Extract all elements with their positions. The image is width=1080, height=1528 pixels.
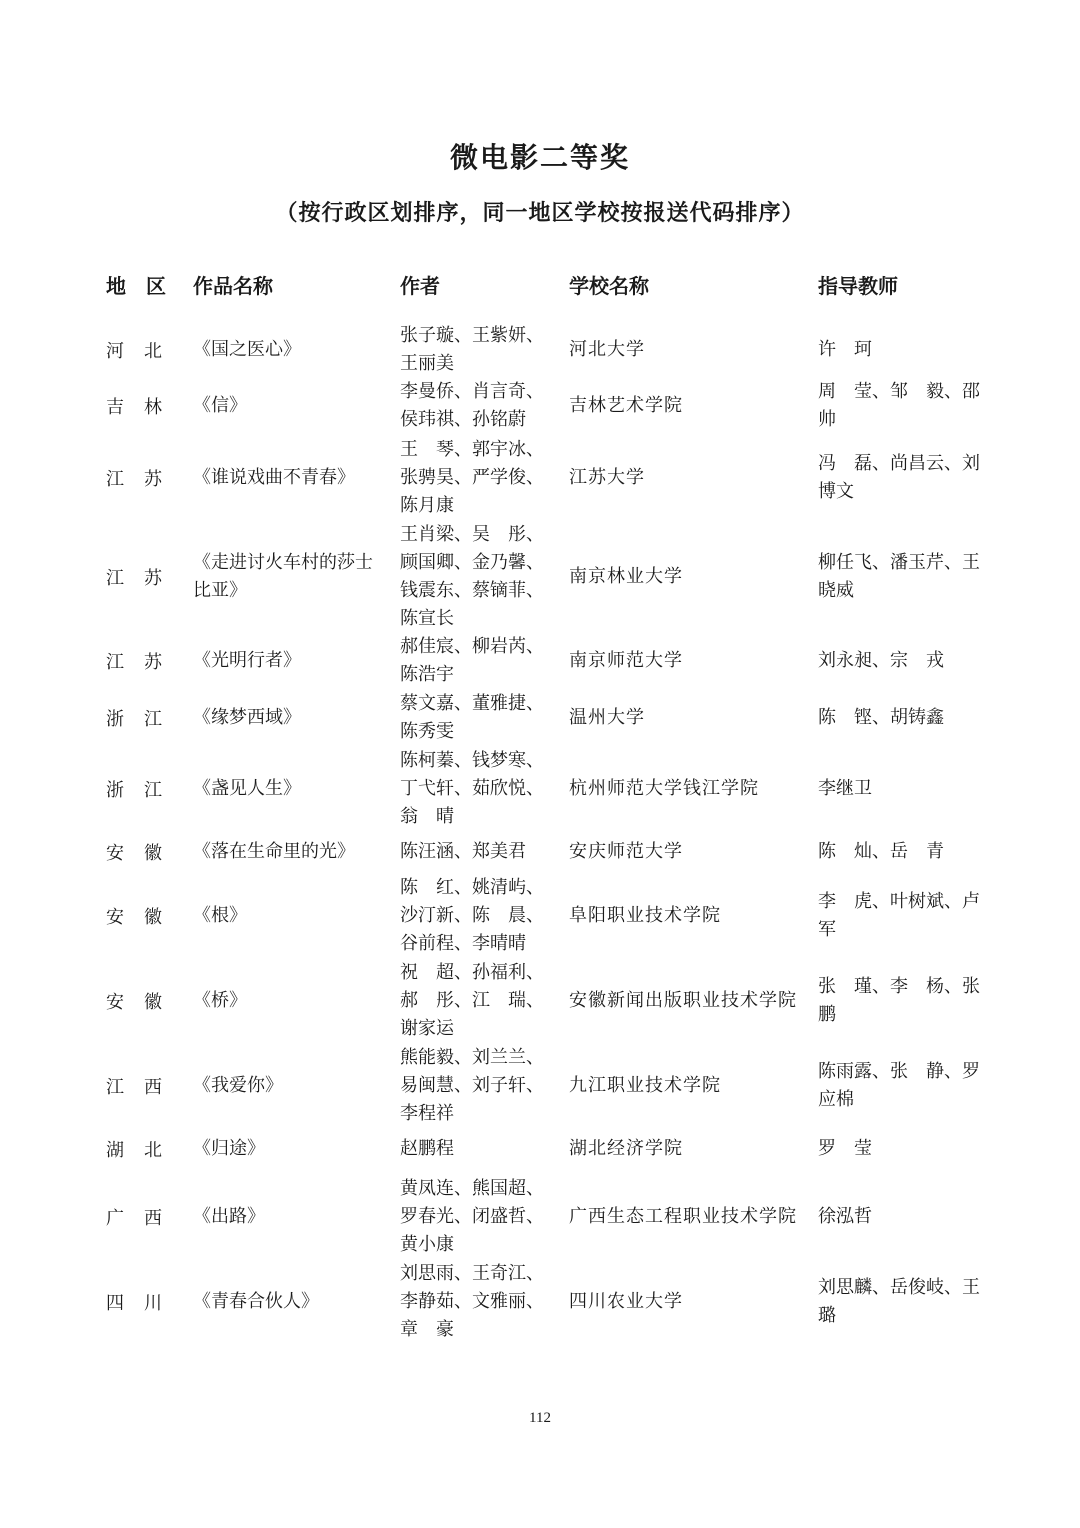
cell-author [400,690,560,746]
author-text: 蔡文嘉、董雅捷、陈秀雯 [400,693,544,742]
cell-region [106,633,186,689]
cell-author [400,378,560,434]
table-row [0,633,1080,689]
teacher-text: 许 珂 [818,339,872,360]
teacher-text: 李继卫 [818,777,872,799]
teacher-text: 徐泓哲 [818,1205,872,1227]
cell-region [106,958,186,1043]
cell-teacher [818,958,998,1043]
region-text: 河北 [106,341,182,362]
teacher-text: 冯 磊、尚昌云、刘博文 [818,452,980,502]
work-text: 《谁说戏曲不青春》 [193,466,355,488]
teacher-text: 罗 莹 [818,1138,872,1159]
cell-region [106,831,186,873]
teacher-text: 刘思麟、岳俊岐、王 璐 [818,1276,998,1326]
cell-work [193,690,389,746]
author-text: 张子璇、王紫妍、王丽美 [400,325,544,374]
cell-author [400,322,560,378]
school-text: 九江职业技术学院 [569,1074,721,1096]
cell-author [400,1128,560,1170]
teacher-text: 张 瑾、李 杨、张 鹏 [818,975,998,1025]
cell-work [193,746,389,831]
cell-school [569,690,809,746]
header-region: 地区 [106,274,186,298]
cell-work [193,1043,389,1128]
author-text: 赵鹏程 [400,1138,454,1159]
cell-region [106,690,186,746]
region-text: 江苏 [106,652,182,673]
work-text: 《光明行者》 [193,650,301,671]
cell-work [193,1128,389,1170]
cell-teacher [818,831,988,873]
cell-teacher [818,1259,998,1344]
teacher-text: 刘永昶、宗 戎 [818,650,944,671]
cell-school [569,322,809,378]
table-row [0,378,1080,434]
work-text: 《桥》 [193,989,247,1011]
school-text: 吉林艺术学院 [569,395,683,416]
table-row [0,1259,1080,1344]
cell-region [106,1128,186,1170]
region-text: 浙江 [106,779,182,801]
cell-school [569,435,809,520]
school-text: 四川农业大学 [569,1290,683,1312]
school-text: 湖北经济学院 [569,1138,683,1159]
work-text: 《缘梦西域》 [193,707,301,728]
cell-school [569,1128,809,1170]
author-text: 刘思雨、王奇江、李静茹、文雅丽、章 豪 [400,1262,544,1340]
table-row [0,690,1080,746]
page-subtitle: （按行政区划排序，同一地区学校按报送代码排序） [275,201,805,226]
school-text: 广西生态工程职业技术学院 [569,1205,797,1227]
cell-school [569,633,809,689]
cell-author [400,435,560,520]
region-text: 吉林 [106,397,182,418]
school-text: 南京林业大学 [569,565,683,587]
work-text: 《国之医心》 [193,339,301,360]
cell-region [106,746,186,831]
teacher-text: 陈 铿、胡铸鑫 [818,707,944,728]
school-text: 江苏大学 [569,466,645,488]
cell-school [569,520,809,633]
region-text: 浙江 [106,709,182,730]
school-text: 河北大学 [569,339,645,360]
cell-work [193,831,389,873]
cell-teacher [818,520,988,633]
cell-author [400,831,560,873]
cell-school [569,831,809,873]
work-text: 《走进讨火车村的莎士比亚》 [193,551,373,601]
cell-author [400,1174,560,1259]
cell-teacher [818,1174,988,1259]
table-row [0,1174,1080,1259]
region-text: 安徽 [106,906,182,928]
cell-region [106,873,186,958]
page-number: 112 [529,1410,551,1426]
work-text: 《信》 [193,395,247,416]
region-text: 江苏 [106,468,182,490]
cell-region [106,435,186,520]
cell-author [400,520,560,633]
region-text: 湖北 [106,1140,182,1161]
cell-school [569,746,809,831]
work-text: 《青春合伙人》 [193,1290,319,1312]
author-text: 陈柯蓁、钱梦寒、丁弋轩、茹欣悦、翁 晴 [400,749,544,827]
table-row [0,873,1080,958]
cell-school [569,378,809,434]
cell-school [569,958,809,1043]
school-text: 南京师范大学 [569,650,683,671]
cell-teacher [818,378,998,434]
cell-author [400,1043,560,1128]
region-text: 广西 [106,1207,182,1229]
header-author: 作者 [400,274,440,298]
region-text: 安徽 [106,843,182,864]
header-teacher: 指导教师 [818,274,898,298]
teacher-text: 周 莹、邹 毅、邵 帅 [818,381,998,430]
cell-region [106,1043,186,1128]
work-text: 《归途》 [193,1138,265,1159]
table-row [0,958,1080,1043]
cell-region [106,520,186,633]
work-text: 《落在生命里的光》 [193,841,355,862]
author-text: 王 琴、郭宇冰、张骋昊、严学俊、陈月康 [400,438,544,516]
school-text: 温州大学 [569,707,645,728]
teacher-text: 李 虎、叶树斌、卢 军 [818,890,998,940]
teacher-text: 陈雨露、张 静、罗应棉 [818,1060,980,1110]
school-text: 阜阳职业技术学院 [569,904,721,926]
region-text: 江苏 [106,567,182,589]
author-text: 祝 超、孙福利、郝 彤、江 瑞、谢家运 [400,961,544,1039]
school-text: 安庆师范大学 [569,841,683,862]
school-text: 安徽新闻出版职业技术学院 [569,989,797,1011]
cell-teacher [818,690,988,746]
page-title: 微电影二等奖 [449,141,630,174]
author-text: 陈汪涵、郑美君 [400,841,526,862]
author-text: 熊能毅、刘兰兰、易闽慧、刘子轩、李程祥 [400,1046,544,1124]
work-text: 《盏见人生》 [193,777,301,799]
teacher-text: 陈 灿、岳 青 [818,841,944,862]
cell-region [106,1259,186,1344]
cell-region [106,322,186,378]
cell-work [193,378,389,434]
table-row [0,1128,1080,1170]
cell-region [106,1174,186,1259]
teacher-text: 柳任飞、潘玉芹、王晓威 [818,551,980,601]
cell-school [569,1043,809,1128]
cell-author [400,633,560,689]
cell-work [193,520,389,633]
region-text: 江西 [106,1076,182,1098]
region-text: 四川 [106,1292,182,1314]
table-row [0,520,1080,633]
work-text: 《根》 [193,904,247,926]
cell-teacher [818,633,988,689]
table-header [0,270,1080,300]
cell-work [193,1259,389,1344]
author-text: 陈 红、姚清屿、沙汀新、陈 晨、谷前程、李晴晴 [400,876,544,954]
author-text: 郝佳宸、柳岩芮、陈浩宇 [400,636,544,685]
table-row [0,1043,1080,1128]
cell-author [400,746,560,831]
author-text: 王肖梁、吴 彤、顾国卿、金乃馨、钱震东、蔡镝菲、陈宣长 [400,523,544,629]
header-work: 作品名称 [193,274,273,298]
cell-work [193,322,389,378]
cell-teacher [818,1043,988,1128]
school-text: 杭州师范大学钱江学院 [569,777,759,799]
cell-author [400,1259,560,1344]
cell-teacher [818,322,988,378]
table-row [0,831,1080,873]
cell-region [106,378,186,434]
cell-school [569,1174,809,1259]
table-row [0,322,1080,378]
table-row [0,435,1080,520]
work-text: 《出路》 [193,1205,265,1227]
cell-teacher [818,873,998,958]
cell-teacher [818,435,988,520]
header-school: 学校名称 [569,274,649,298]
table-row [0,746,1080,831]
cell-work [193,633,389,689]
region-text: 安徽 [106,991,182,1013]
work-text: 《我爱你》 [193,1074,283,1096]
cell-teacher [818,1128,988,1170]
cell-work [193,873,389,958]
cell-teacher [818,746,988,831]
cell-author [400,873,560,958]
cell-author [400,958,560,1043]
cell-work [193,435,389,520]
cell-work [193,1174,389,1259]
cell-work [193,958,389,1043]
author-text: 李曼侨、肖言奇、侯玮祺、孙铭蔚 [400,381,544,430]
cell-school [569,1259,809,1344]
author-text: 黄凤连、熊国超、罗春光、闭盛哲、黄小康 [400,1177,544,1255]
cell-school [569,873,809,958]
